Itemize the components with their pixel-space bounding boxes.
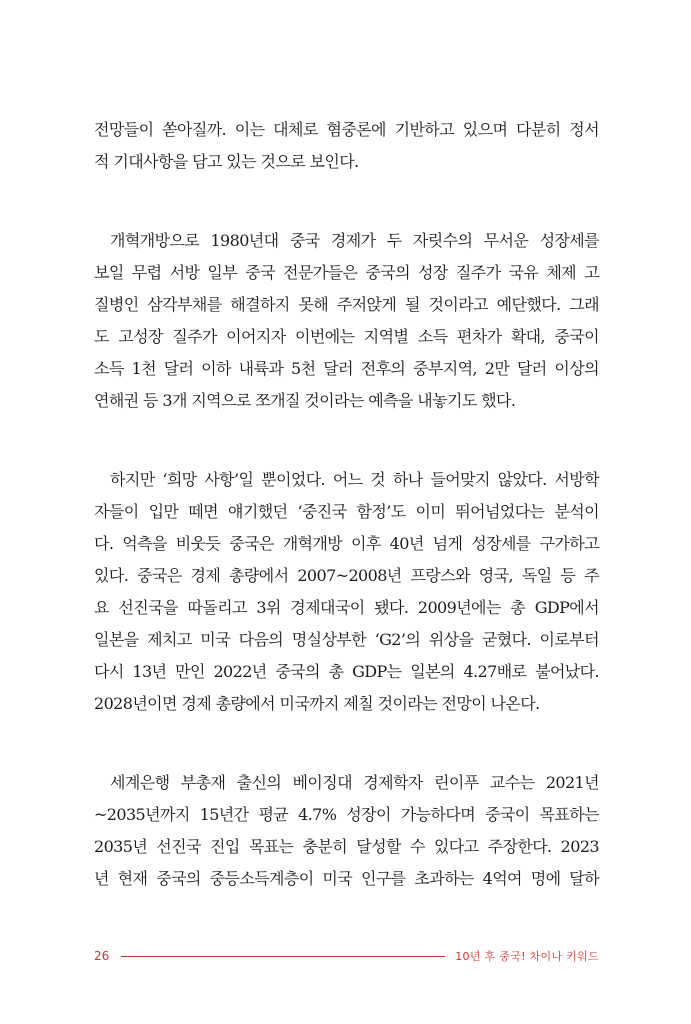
text-line: 있다. 중국은 경제 총량에서 2007~2008년 프랑스와 영국, 독일 등 주	[94, 566, 599, 585]
text-line: 하지만 ‘희망 사항’일 뿐이었다. 어느 것 하나 들어맞지 않았다. 서방학	[110, 470, 599, 489]
text-line: 연해권 등 3개 지역으로 쪼개질 것이라는 예측을 내놓기도 했다.	[94, 391, 516, 410]
text-line: 다. 억측을 비웃듯 중국은 개혁개방 이후 40년 넘게 성장세를 구가하고	[94, 534, 599, 553]
paragraph-2	[94, 225, 599, 417]
text-line: 다시 13년 만인 2022년 중국의 총 GDP는 일본의 4.27배로 불어났다.	[94, 662, 599, 681]
text-line: 소득 1천 달러 이하 내륙과 5천 달러 전후의 중부지역, 2만 달러 이상의	[94, 359, 599, 378]
text-line: 자들이 입만 떼면 얘기했던 ‘중진국 함정’도 이미 뛰어넘었다는 분석이	[94, 502, 599, 521]
paragraph-3	[94, 464, 599, 720]
page-number: 26	[94, 949, 110, 963]
paragraph-1	[94, 114, 599, 178]
text-line: 일본을 제치고 미국 다음의 명실상부한 ‘G2’의 위상을 굳혔다. 이로부터	[94, 630, 599, 649]
text-line: 질병인 삼각부채를 해결하지 못해 주저앉게 될 것이라고 예단했다. 그래	[94, 295, 599, 314]
text-line: 2028년이면 경제 총량에서 미국까지 제칠 것이라는 전망이 나온다.	[94, 694, 540, 713]
text-line: 2035년 선진국 진입 목표는 충분히 달성할 수 있다고 주장한다. 2023	[94, 837, 599, 856]
text-line: 요 선진국을 따돌리고 3위 경제대국이 됐다. 2009년에는 총 GDP에서	[94, 598, 599, 617]
text-line: 적 기대사항을 담고 있는 것으로 보인다.	[94, 152, 359, 171]
paragraph-4	[94, 767, 599, 895]
book-title: 10년 후 중국! 차이나 키워드	[455, 950, 599, 963]
page-footer	[94, 946, 599, 966]
footer-divider	[121, 956, 445, 957]
text-line: 세계은행 부총재 출신의 베이징대 경제학자 린이푸 교수는 2021년	[110, 773, 599, 792]
text-line: 보일 무렵 서방 일부 중국 전문가들은 중국의 성장 질주가 국유 체제 고	[94, 263, 599, 282]
text-line: 전망들이 쏟아질까. 이는 대체로 혐중론에 기반하고 있으며 다분히 정서	[94, 120, 599, 139]
text-line: 도 고성장 질주가 이어지자 이번에는 지역별 소득 편차가 확대, 중국이	[94, 327, 599, 346]
page-body	[94, 114, 599, 895]
text-line: 개혁개방으로 1980년대 중국 경제가 두 자릿수의 무서운 성장세를	[110, 231, 599, 250]
text-line: ~2035년까지 15년간 평균 4.7% 성장이 가능하다며 중국이 목표하는	[94, 805, 599, 824]
text-line: 년 현재 중국의 중등소득계층이 미국 인구를 초과하는 4억여 명에 달하	[94, 869, 599, 888]
